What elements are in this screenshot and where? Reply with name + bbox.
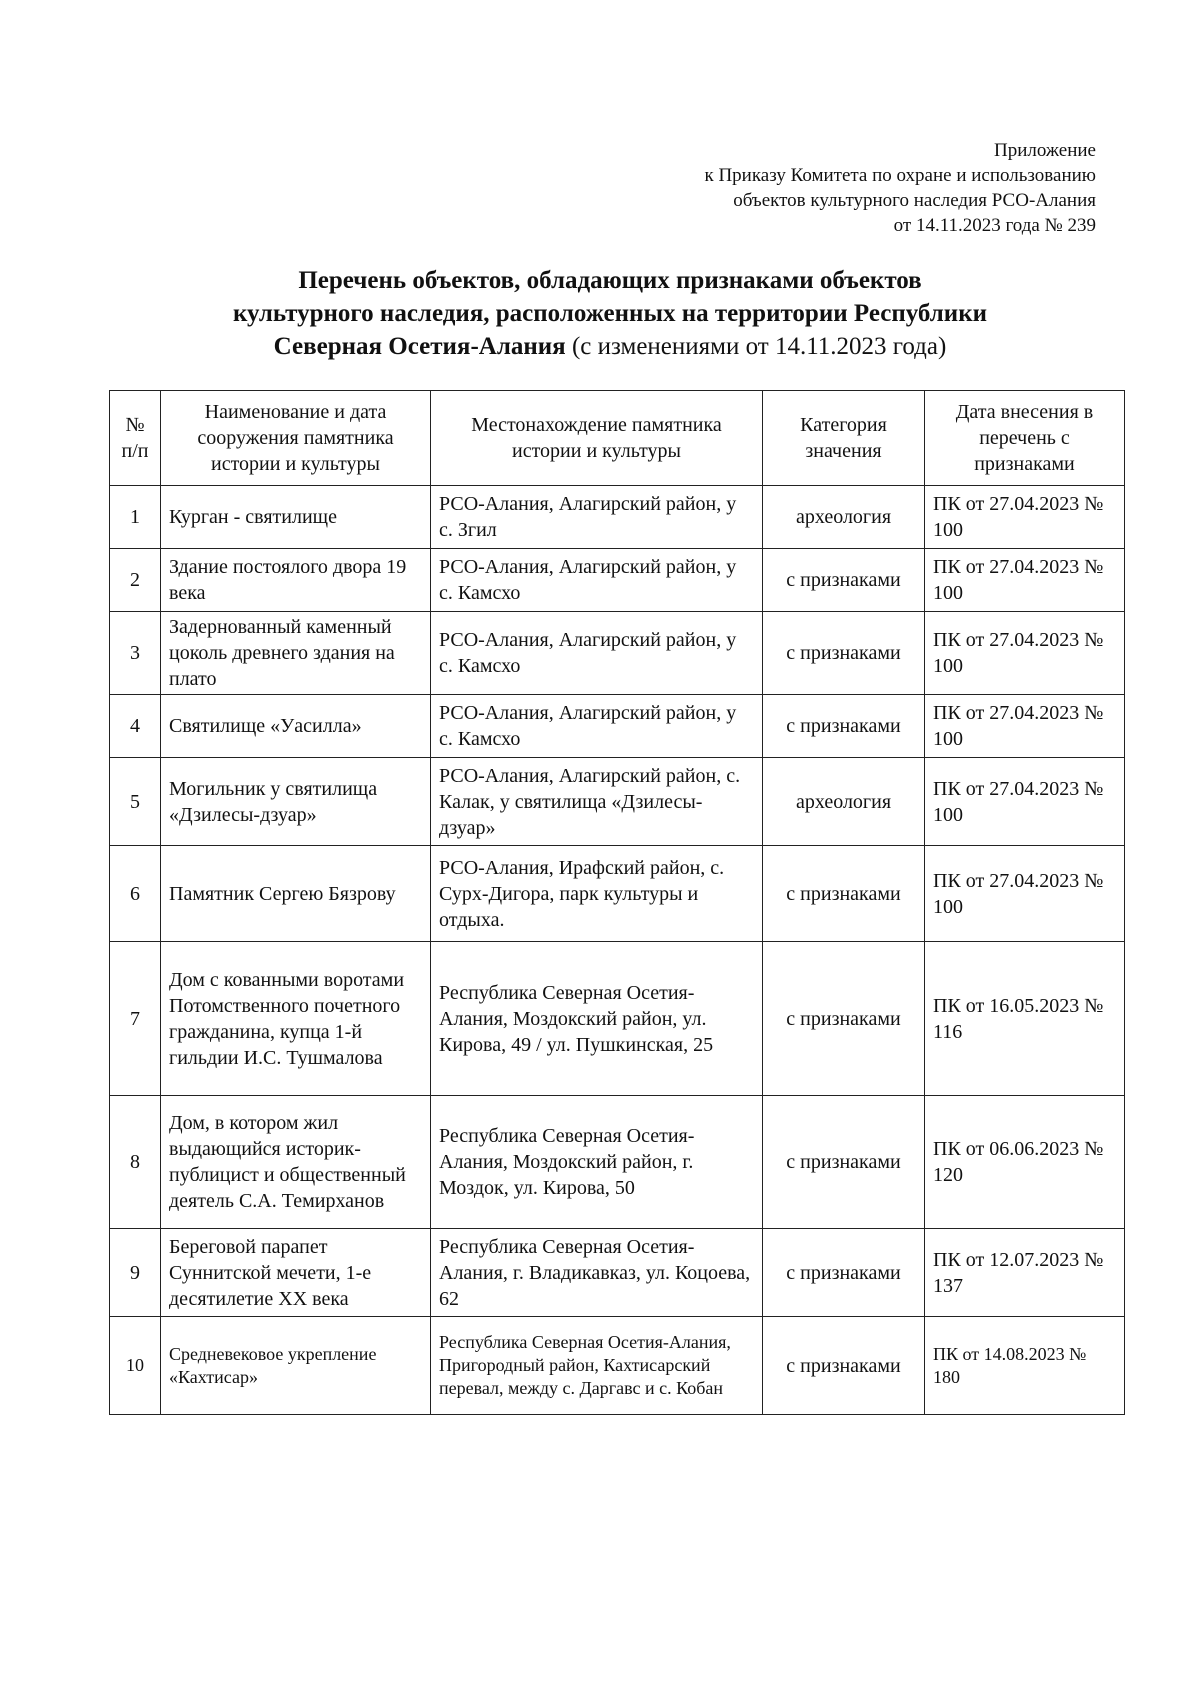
row-location: Республика Северная Осетия-Алания, г. Владикавказ, ул. Коцоева, 62 <box>431 1229 763 1317</box>
row-name: Святилище «Уасилла» <box>161 695 431 758</box>
row-location: Республика Северная Осетия-Алания, Моздокский район, г. Моздок, ул. Кирова, 50 <box>431 1096 763 1229</box>
table-row <box>110 942 1125 1096</box>
row-category: с признаками <box>763 942 925 1096</box>
header-num: № п/п <box>110 391 161 486</box>
row-name: Дом, в котором жил выдающийся историк-публицист и общественный деятель С.А. Темирханов <box>161 1096 431 1229</box>
row-num: 4 <box>110 695 161 758</box>
row-location: РСО-Алания, Алагирский район, с. Калак, у святилища «Дзилесы-дзуар» <box>431 758 763 846</box>
table-row <box>110 612 1125 695</box>
table-row <box>110 1229 1125 1317</box>
row-location: РСО-Алания, Ирафский район, с. Сурх-Дигора, парк культуры и отдыха. <box>431 846 763 942</box>
row-category: археология <box>763 486 925 549</box>
header-category: Категория значения <box>763 391 925 486</box>
row-location: Республика Северная Осетия-Алания, Моздокский район, ул. Кирова, 49 / ул. Пушкинская, 25 <box>431 942 763 1096</box>
document-title <box>110 264 1110 363</box>
header-date: Дата внесения в перечень с признаками <box>925 391 1125 486</box>
row-location: РСО-Алания, Алагирский район, у с. Камсхо <box>431 612 763 695</box>
row-num: 2 <box>110 549 161 612</box>
row-num: 1 <box>110 486 161 549</box>
row-location: Республика Северная Осетия-Алания, Пригородный район, Кахтисарский перевал, между с. Даргавс и с. Кобан <box>431 1317 763 1415</box>
row-date: ПК от 27.04.2023 № 100 <box>925 695 1125 758</box>
row-num: 7 <box>110 942 161 1096</box>
row-num: 6 <box>110 846 161 942</box>
appendix-label: Приложение <box>994 140 1096 161</box>
header-name: Наименование и дата сооружения памятника истории и культуры <box>161 391 431 486</box>
table-row <box>110 1096 1125 1229</box>
row-category: археология <box>763 758 925 846</box>
row-name: Курган - святилище <box>161 486 431 549</box>
title-line-3-bold: Северная Осетия-Алания <box>273 333 566 360</box>
title-line-2: культурного наследия, расположенных на территории Республики <box>232 300 988 327</box>
table-row <box>110 846 1125 942</box>
row-date: ПК от 12.07.2023 № 137 <box>925 1229 1125 1317</box>
row-category: с признаками <box>763 695 925 758</box>
table-row <box>110 758 1125 846</box>
row-location: РСО-Алания, Алагирский район, у с. Камсхо <box>431 549 763 612</box>
title-line-3-normal: (с изменениями от 14.11.2023 года) <box>565 333 947 360</box>
row-name: Береговой парапет Суннитской мечети, 1-е десятилетие XX века <box>161 1229 431 1317</box>
row-num: 10 <box>110 1317 161 1415</box>
row-category: с признаками <box>763 1317 925 1415</box>
row-date: ПК от 27.04.2023 № 100 <box>925 549 1125 612</box>
row-location: РСО-Алания, Алагирский район, у с. Згил <box>431 486 763 549</box>
row-num: 9 <box>110 1229 161 1317</box>
table-row <box>110 695 1125 758</box>
row-num: 8 <box>110 1096 161 1229</box>
table-row <box>110 1317 1125 1415</box>
row-name: Могильник у святилища «Дзилесы-дзуар» <box>161 758 431 846</box>
row-date: ПК от 27.04.2023 № 100 <box>925 612 1125 695</box>
appendix-header <box>704 138 1096 238</box>
appendix-committee-line: объектов культурного наследия РСО-Алания <box>733 190 1096 211</box>
header-location: Местонахождение памятника истории и культуры <box>431 391 763 486</box>
row-name: Памятник Сергею Бязрову <box>161 846 431 942</box>
row-category: с признаками <box>763 549 925 612</box>
table-row <box>110 549 1125 612</box>
table-header-row <box>110 391 1125 486</box>
row-name: Здание постоялого двора 19 века <box>161 549 431 612</box>
row-date: ПК от 27.04.2023 № 100 <box>925 758 1125 846</box>
row-date: ПК от 06.06.2023 № 120 <box>925 1096 1125 1229</box>
row-name: Задернованный каменный цоколь древнего здания на плато <box>161 612 431 695</box>
row-category: с признаками <box>763 1096 925 1229</box>
row-category: с признаками <box>763 1229 925 1317</box>
appendix-date-line: от 14.11.2023 года № 239 <box>893 215 1096 236</box>
row-date: ПК от 27.04.2023 № 100 <box>925 486 1125 549</box>
row-date: ПК от 14.08.2023 № 180 <box>925 1317 1125 1415</box>
table-row <box>110 486 1125 549</box>
appendix-order-line: к Приказу Комитета по охране и использованию <box>704 165 1096 186</box>
title-line-1: Перечень объектов, обладающих признаками объектов <box>298 267 922 294</box>
row-category: с признаками <box>763 612 925 695</box>
row-name: Дом с кованными воротами Потомственного почетного гражданина, купца 1-й гильдии И.С. Тушмалова <box>161 942 431 1096</box>
row-date: ПК от 16.05.2023 № 116 <box>925 942 1125 1096</box>
row-num: 5 <box>110 758 161 846</box>
row-num: 3 <box>110 612 161 695</box>
row-date: ПК от 27.04.2023 № 100 <box>925 846 1125 942</box>
row-name: Средневековое укрепление «Кахтисар» <box>161 1317 431 1415</box>
title-line-3 <box>110 330 1110 363</box>
row-location: РСО-Алания, Алагирский район, у с. Камсхо <box>431 695 763 758</box>
heritage-objects-table <box>109 390 1125 1415</box>
row-category: с признаками <box>763 846 925 942</box>
